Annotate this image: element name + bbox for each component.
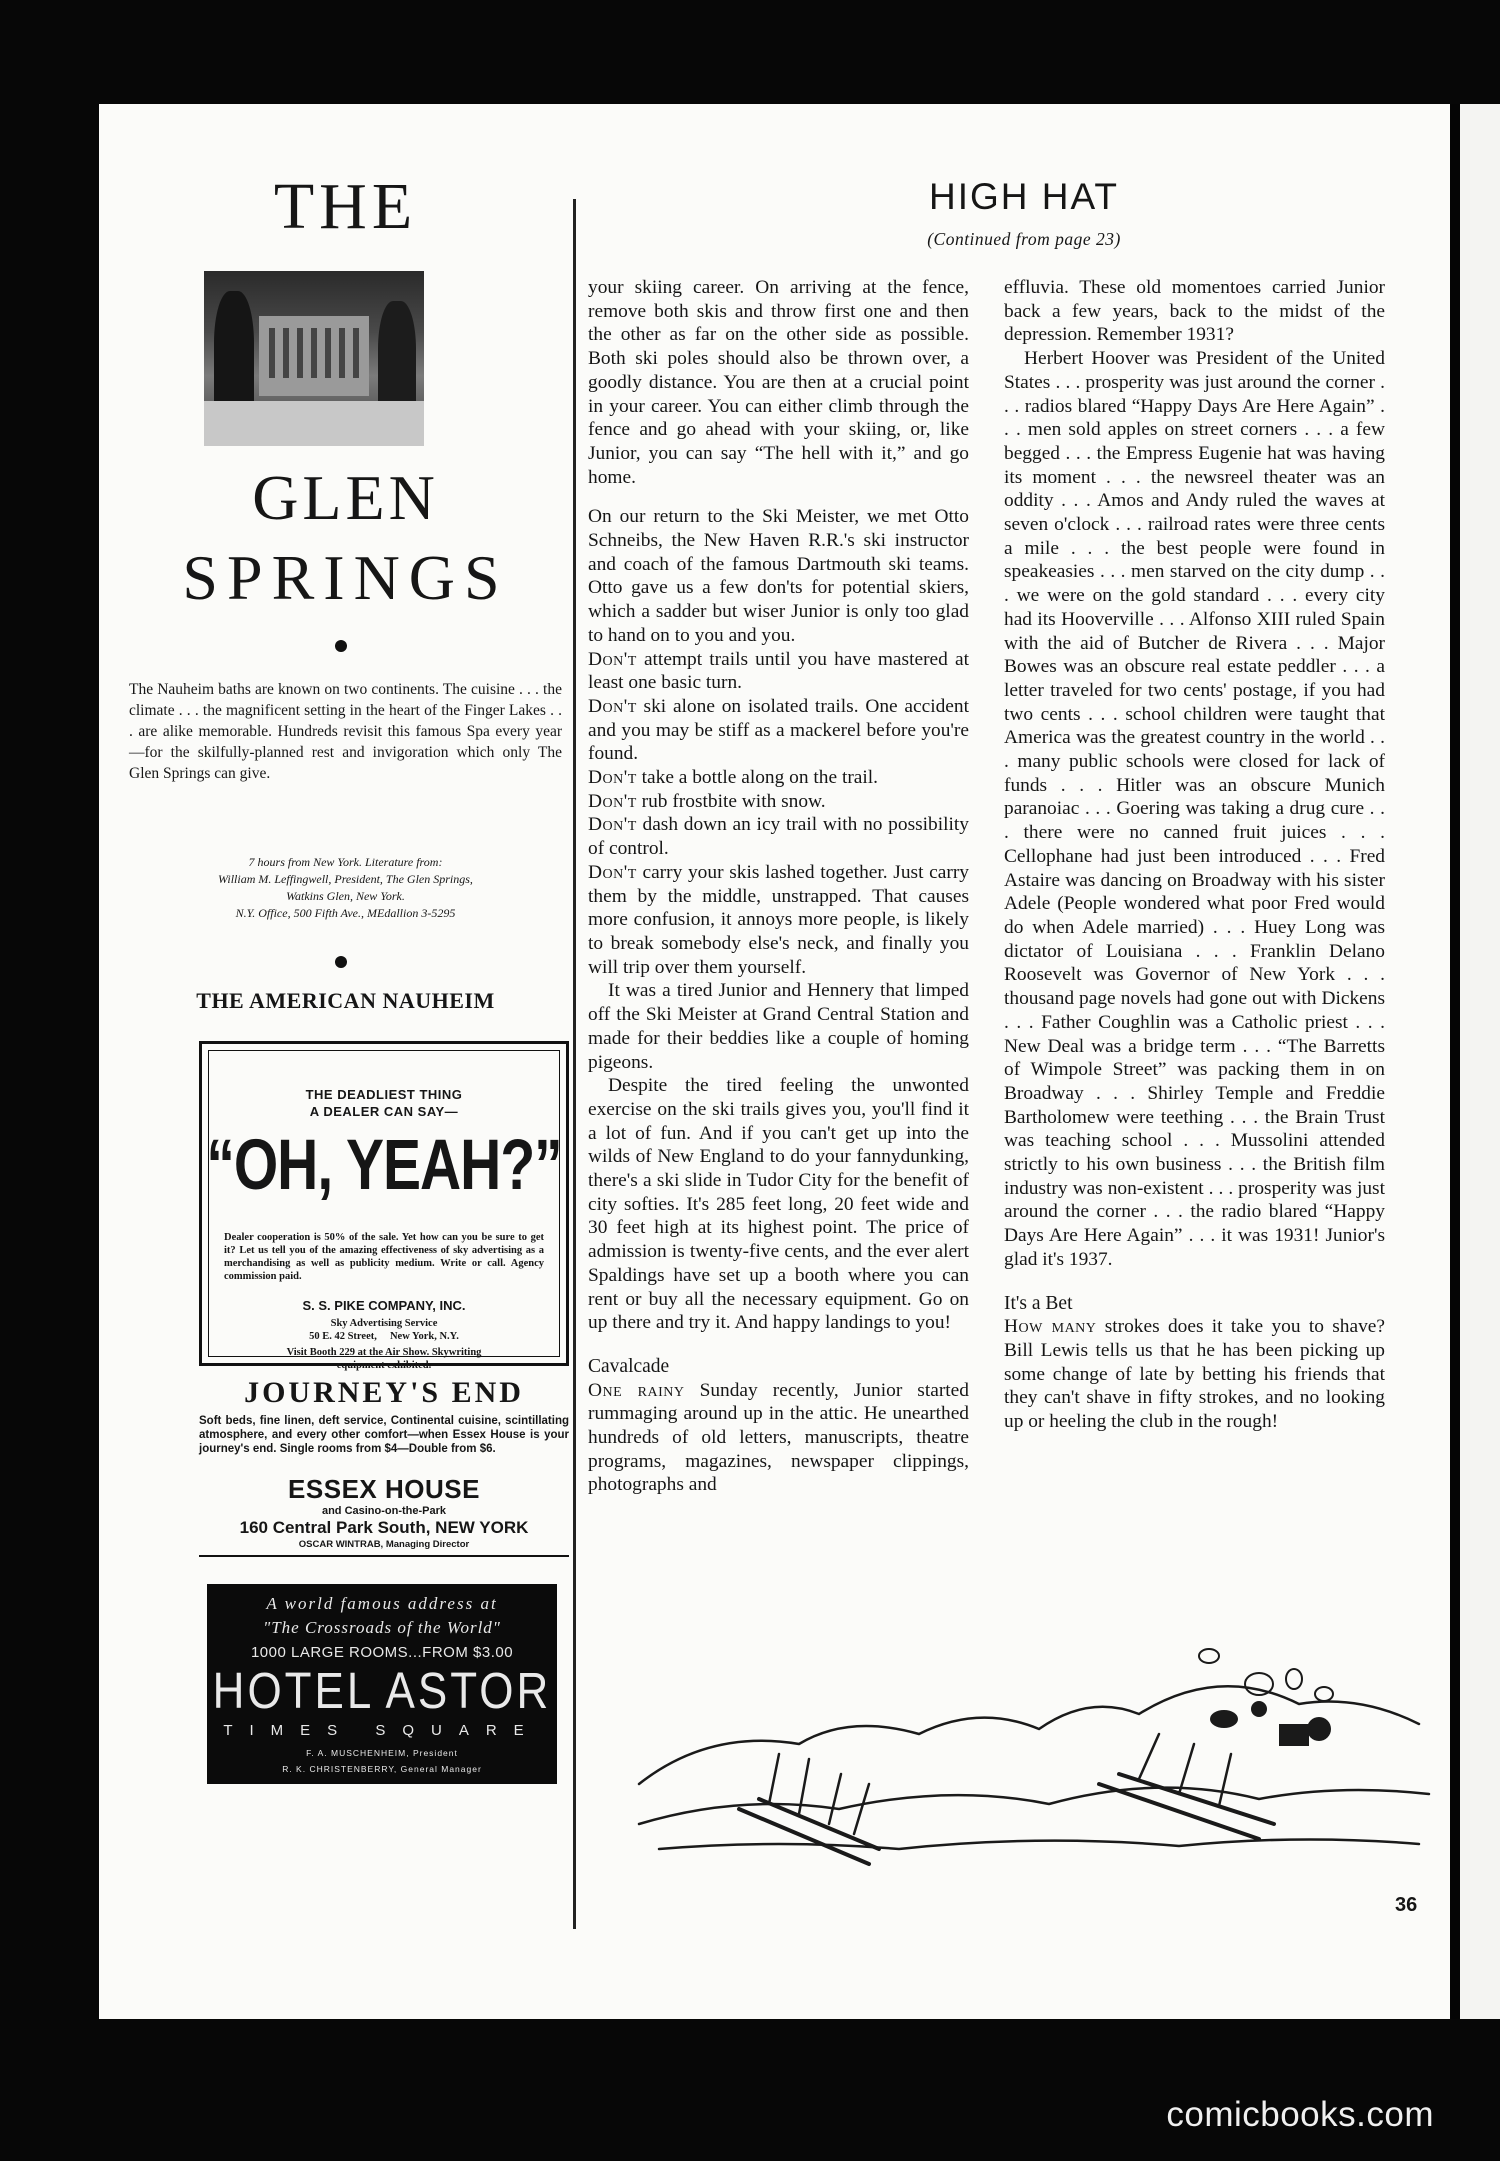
article-column-right bbox=[1004, 276, 1385, 1434]
article-paragraph: Despite the tired feeling the unwonted exercise on the ski trails gives you, you'll find it a lot of fun. And if you can't get up into the wilds of New England to do your fannydunking, there's a ski slide in Tudor City for the benefit of city softies. It's 285 feet long, 20 feet wide and 30 feet high at its highest point. The price of admission is twenty-five cents, and the ever alert Spaldings have set up a booth where you can rent or buy all the necessary equipment. Go on up there and try it. And happy landings to you! bbox=[588, 1075, 969, 1334]
next-page-edge bbox=[1460, 104, 1500, 2019]
essex-ad-address: 160 Central Park South, NEW YORK bbox=[239, 1518, 529, 1537]
astor-ad-president: F. A. MUSCHENHEIM, President bbox=[306, 1748, 458, 1758]
pike-ad-headline: THE DEADLIEST THING A DEALER CAN SAY— bbox=[305, 1087, 463, 1119]
article-paragraph: On our return to the Ski Meister, we met Otto Schneibs, the New Haven R.R.'s ski instructor and coach of the famous Dartmouth ski teams. Otto gave us a few don'ts for potential skiers, which a sadder but wiser Junior is only too glad to hand on to you and you. bbox=[588, 506, 969, 646]
pike-ad-box bbox=[199, 1041, 569, 1371]
astor-ad-line1: A world famous address at bbox=[266, 1594, 498, 1613]
essex-ad-name: ESSEX HOUSE bbox=[288, 1474, 480, 1504]
astor-ad-name: HOTEL ASTOR bbox=[212, 1663, 552, 1720]
astor-ad-rooms: 1000 LARGE ROOMS...FROM $3.00 bbox=[250, 1644, 514, 1661]
article-paragraph: Herbert Hoover was President of the United States . . . prosperity was just around the corner . . . radios blared “Happy Days Are Here Again” . . . men sold apples on street corners . . . a few begged . . . the Empress Eugenie hat was having its moment . . . the newsreel theater was an oddity . . . Amos and Andy ruled the waves at seven o'clock . . . railroad rates were three cents a mile . . . the best people were found in speakeasies . . . men starved on the city dump . . . we were on the gold standard . . . every city had its Hooverville . . . Alfonso XIII ruled Spain with the aid of Butcher de Rivera . . . Major Bowes was an obscure real estate peddler . . . a letter traveled for two cents' postage, if you had two cents . . . school children were taught that America was the greatest country in the world . . . many public schools were closed for lack of funds . . . Hitler was an obscure Munich paranoiac . . . Goering was taking a drug cure . . . there were no canned fruit juices . . . Cellophane had just been introduced . . . Fred Astaire was dancing on Broadway with his sister Adele (People wondered what poor Fred would do when Adele married) . . . Huey Long was dictator of Louisiana . . . Franklin Delano Roosevelt was Governor of New York . . . thousand page novels had gone out with Dickens . . . Father Coughlin was a Catholic priest . . . New Deal was a bridge term . . . “The Barretts of Wimpole Street” was packing them in on Broadway . . . Shirley Temple and Freddie Bartholomew were teething . . . the Brain Trust was teaching school . . . Mussolini attended strictly to his own business . . . the British film industry was non-existent . . . prosperity was just around the corner . . . the radio blared “Happy Days Are Here Again” . . . it was 1931! Junior's glad it's 1937. bbox=[1004, 348, 1385, 1270]
dont-item: Don't dash down an icy trail with no possibility of control. bbox=[588, 814, 969, 860]
dont-item: Don't carry your skis lashed together. Just carry them by the middle, unstrapped. That causes more confusion, it annoys more people, is likely to break somebody else's neck, and finally you will trip over them yourself. bbox=[588, 861, 969, 978]
bullet-dot bbox=[335, 956, 347, 968]
dont-item: Don't take a bottle along on the trail. bbox=[588, 767, 879, 789]
column-divider bbox=[573, 199, 576, 1929]
bet-paragraph: How many strokes does it take you to shave? Bill Lewis tells us that he has been picking up some change of late by betting his friends that they can't shave in fifty strokes, and no looking up or heeling the club in the rough! bbox=[1004, 1316, 1385, 1433]
article-paragraph: your skiing career. On arriving at the fence, remove both skis and throw first one and then the other as far on the other side as possible. Both ski poles should also be thrown over, a goodly distance. You are then at a crucial point in your career. You can either climb through the fence and go ahead with your skiing, or, like Junior, you can say “The hell with it,” and go home. bbox=[588, 277, 969, 488]
astor-ad-line2: "The Crossroads of the World" bbox=[263, 1618, 501, 1637]
glen-springs-hours: 7 hours from New York. Literature from: bbox=[248, 855, 443, 869]
glen-springs-details bbox=[129, 854, 562, 922]
glen-springs-name-line1: GLEN bbox=[252, 462, 439, 533]
dont-item: Don't rub frostbite with snow. bbox=[588, 790, 826, 812]
pike-ad-body: Dealer cooperation is 50% of the sale. Yet how can you be sure to get it? Let us tell you of the amazing effectiveness of sky advertising as a merchandising as well as publicity medium. Write or call. Agency commission paid. bbox=[224, 1232, 544, 1282]
essex-ad-sub: and Casino-on-the-Park bbox=[321, 1505, 447, 1517]
article-column-left bbox=[588, 276, 969, 1497]
astor-ad-location: TIMES SQUARE bbox=[223, 1722, 541, 1739]
magazine-page bbox=[99, 104, 1450, 2019]
glen-springs-president: William M. Leffingwell, President, The Glen Springs, bbox=[218, 872, 473, 886]
glen-springs-the: THE bbox=[273, 170, 418, 243]
watermark-text: comicbooks.com bbox=[1166, 2095, 1434, 2134]
bullet-dot bbox=[335, 640, 347, 652]
cavalcade-paragraph: One rainy Sunday recently, Junior started rummaging around up in the attic. He unearthed hundreds of old letters, manuscripts, theatre programs, magazines, newspaper clippings, photographs and bbox=[588, 1379, 969, 1496]
pike-ad-contact: Sky Advertising Service 50 E. 42 Street, New York, N.Y. Visit Booth 229 at the Air Show. Skywriting equipment exhibited. bbox=[286, 1318, 482, 1371]
pike-ad-big-text: “OH, YEAH?” bbox=[206, 1125, 562, 1205]
essex-ad-title: JOURNEY'S END bbox=[244, 1376, 524, 1409]
glen-springs-office: N.Y. Office, 500 Fifth Ave., MEdallion 3-5295 bbox=[235, 906, 456, 920]
bet-heading: It's a Bet bbox=[1004, 1292, 1073, 1314]
glen-springs-photo bbox=[204, 271, 424, 446]
article-continued: (Continued from page 23) bbox=[927, 229, 1121, 249]
pike-ad-company: S. S. PIKE COMPANY, INC. bbox=[302, 1298, 466, 1313]
page-number: 36 bbox=[1395, 1894, 1418, 1916]
glen-springs-tagline: THE AMERICAN NAUHEIM bbox=[196, 988, 495, 1013]
essex-ad-rule bbox=[199, 1555, 569, 1557]
ski-crash-cartoon bbox=[619, 1634, 1439, 1884]
cavalcade-heading: Cavalcade bbox=[588, 1355, 670, 1377]
article-paragraph: It was a tired Junior and Hennery that limped off the Ski Meister at Grand Central Station and made for their beddies like a couple of homing pigeons. bbox=[588, 980, 969, 1073]
glen-springs-body: The Nauheim baths are known on two continents. The cuisine . . . the climate . . . the magnificent setting in the heart of the Finger Lakes . . . are alike memorable. Hundreds revisit this famous Spa every year —for the skilfully-planned rest and invigoration which only The Glen Springs can give. bbox=[129, 681, 562, 782]
dont-item: Don't attempt trails until you have mastered at least one basic turn. bbox=[588, 648, 969, 694]
glen-springs-name-line2: SPRINGS bbox=[182, 542, 509, 613]
essex-ad-body: Soft beds, fine linen, deft service, Continental cuisine, scintillating atmosphere, and every other comfort—when Essex House is your journey's end. Single rooms from $4—Double from $6. bbox=[199, 1415, 569, 1455]
dont-item: Don't ski alone on isolated trails. One accident and you may be stiff as a mackerel before you're found. bbox=[588, 695, 969, 765]
article-title: HIGH HAT bbox=[928, 176, 1120, 217]
astor-ad bbox=[207, 1584, 557, 1784]
page-binding-edge bbox=[1450, 104, 1460, 2019]
astor-ad-manager: R. K. CHRISTENBERRY, General Manager bbox=[282, 1764, 482, 1774]
article-paragraph: effluvia. These old momentoes carried Junior back a few years, back to the midst of the depression. Remember 1931? bbox=[1004, 277, 1385, 346]
essex-ad-manager: OSCAR WINTRAB, Managing Director bbox=[298, 1539, 470, 1550]
glen-springs-location: Watkins Glen, New York. bbox=[286, 889, 405, 903]
